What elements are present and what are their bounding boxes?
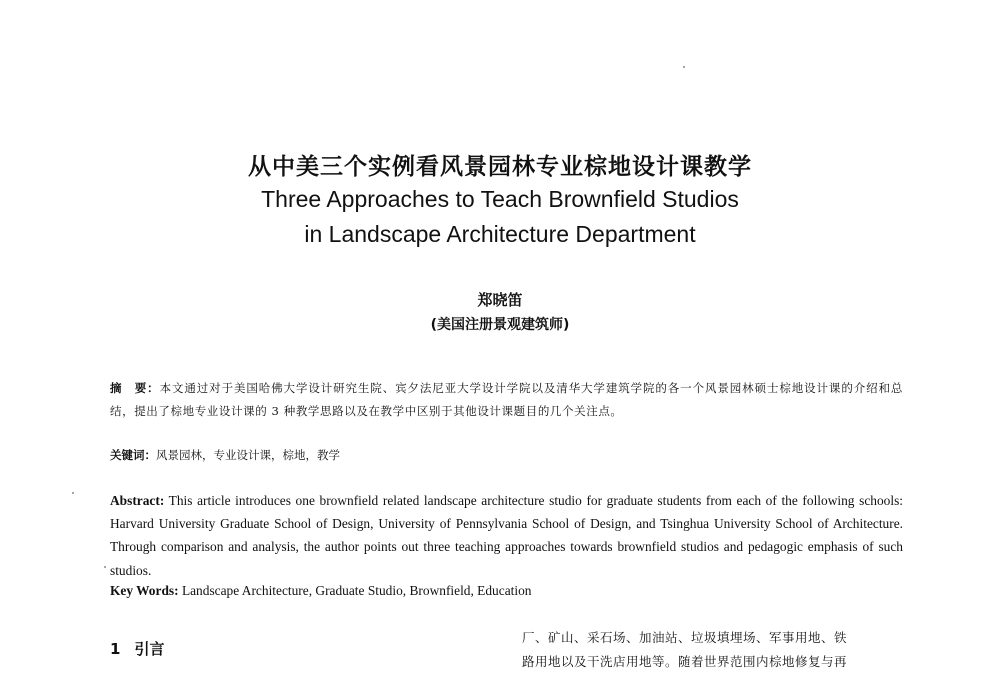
scan-speck xyxy=(72,492,74,494)
body-line: 路用地以及干洗店用地等。随着世界范围内棕地修复与再 xyxy=(522,654,848,669)
scan-speck xyxy=(104,566,106,568)
scan-speck xyxy=(683,66,685,68)
keywords-chinese-text: 风景园林，专业设计课，棕地，教学 xyxy=(156,448,340,462)
abstract-english-text: This article introduces one brownfield related landscape architecture studio for graduate students from each of the following schools: Harvard University Graduate School of Design, University of Pennsylvania School of Design, and Tsinghua University School of Architecture. Through comparison and analysis, the author points out three teaching approaches towards brownfield studios and pedagogic emphasis of such studios. xyxy=(110,493,903,578)
author-name: 郑晓笛 xyxy=(477,291,523,309)
abstract-chinese-label: 摘 要： xyxy=(110,381,160,395)
title-chinese: 从中美三个实例看风景园林专业棕地设计课教学 xyxy=(248,154,752,180)
body-right-column xyxy=(522,626,904,674)
section-title: 引言 xyxy=(134,640,165,658)
body-line: 厂、矿山、采石场、加油站、垃圾填埋场、军事用地、铁 xyxy=(522,630,848,645)
keywords-english-label: Key Words: xyxy=(110,583,179,598)
abstract-english xyxy=(110,489,903,582)
title-english-line-1: Three Approaches to Teach Brownfield Studios xyxy=(261,186,739,212)
keywords-chinese xyxy=(110,445,903,465)
abstract-english-label: Abstract: xyxy=(110,493,165,508)
section-heading xyxy=(110,638,178,659)
abstract-chinese xyxy=(110,377,903,423)
keywords-english xyxy=(110,581,903,601)
keywords-chinese-label: 关键词： xyxy=(110,448,156,462)
author-affiliation: (美国注册景观建筑师) xyxy=(430,317,570,333)
section-number: 1 xyxy=(110,640,121,658)
title-english-line-2: in Landscape Architecture Department xyxy=(304,221,696,247)
keywords-english-text: Landscape Architecture, Graduate Studio, Brownfield, Education xyxy=(181,583,532,598)
abstract-chinese-text: 本文通过对于美国哈佛大学设计研究生院、宾夕法尼亚大学设计学院以及清华大学建筑学院的各一个风景园林硕士棕地设计课的介绍和总结，提出了棕地专业设计课的 3 种教学思路以及在教学中区别于其他设计课题目的几个关注点。 xyxy=(110,381,903,418)
